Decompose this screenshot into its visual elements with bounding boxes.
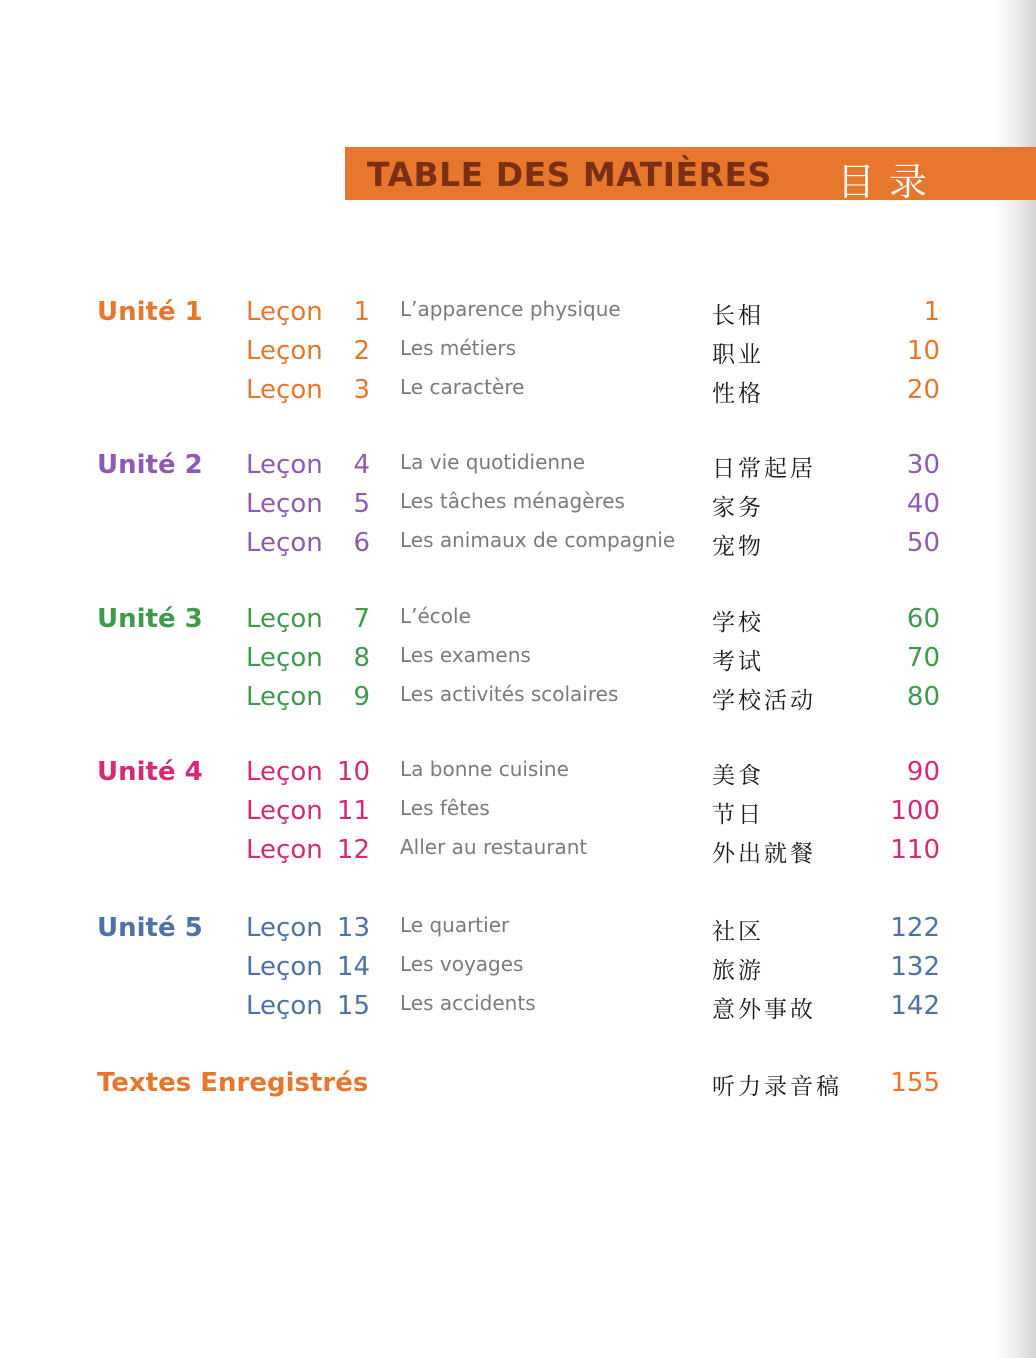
toc-title-zh: 目录 — [837, 160, 942, 204]
lesson-title-zh: 日常起居 — [712, 456, 816, 482]
lesson-title-fr: La vie quotidienne — [400, 450, 586, 474]
toc-appendix-row[interactable] — [0, 1068, 1036, 1108]
lesson-word: Leçon — [246, 450, 323, 480]
lesson-page-number: 30 — [906, 450, 940, 480]
unit-label: Unité 2 — [97, 450, 203, 480]
toc-title-fr: TABLE DES MATIÈRES — [367, 155, 772, 194]
lesson-number: 8 — [353, 643, 370, 673]
lesson-number: 15 — [336, 991, 370, 1021]
lesson-word: Leçon — [246, 835, 323, 865]
toc-lesson-row[interactable] — [0, 682, 1036, 721]
lesson-word: Leçon — [246, 336, 323, 366]
unit-label: Unité 4 — [97, 757, 203, 787]
lesson-title-fr: Les tâches ménagères — [400, 489, 625, 513]
lesson-title-fr: Les fêtes — [400, 796, 490, 820]
unit-label: Unité 5 — [97, 913, 203, 943]
lesson-page-number: 10 — [906, 336, 940, 366]
lesson-title-fr: Les métiers — [400, 336, 517, 360]
toc-lesson-row[interactable] — [0, 297, 1036, 336]
lesson-title-zh: 社区 — [712, 919, 764, 945]
lesson-title-zh: 节日 — [712, 802, 764, 828]
lesson-number: 2 — [353, 336, 370, 366]
toc-lesson-row[interactable] — [0, 528, 1036, 567]
lesson-page-number: 142 — [890, 991, 940, 1021]
lesson-title-zh: 考试 — [712, 649, 764, 675]
lesson-page-number: 122 — [890, 913, 940, 943]
lesson-number: 13 — [336, 913, 370, 943]
lesson-title-fr: Le quartier — [400, 913, 510, 937]
lesson-title-zh: 长相 — [712, 303, 764, 329]
lesson-word: Leçon — [246, 375, 323, 405]
unit-label: Unité 3 — [97, 604, 203, 634]
lesson-title-zh: 家务 — [712, 495, 764, 521]
lesson-number: 4 — [353, 450, 370, 480]
lesson-number: 12 — [336, 835, 370, 865]
lesson-number: 6 — [353, 528, 370, 558]
lesson-word: Leçon — [246, 952, 323, 982]
toc-lesson-row[interactable] — [0, 952, 1036, 991]
lesson-word: Leçon — [246, 991, 323, 1021]
lesson-word: Leçon — [246, 643, 323, 673]
lesson-number: 11 — [336, 796, 370, 826]
lesson-title-fr: Les accidents — [400, 991, 536, 1015]
lesson-title-fr: L’école — [400, 604, 471, 628]
lesson-title-zh: 美食 — [712, 763, 764, 789]
lesson-title-zh: 宠物 — [712, 534, 764, 560]
lesson-page-number: 132 — [890, 952, 940, 982]
lesson-title-fr: Aller au restaurant — [400, 835, 588, 859]
lesson-word: Leçon — [246, 528, 323, 558]
lesson-page-number: 50 — [906, 528, 940, 558]
lesson-number: 10 — [336, 757, 370, 787]
unit-label: Unité 1 — [97, 297, 203, 327]
toc-lesson-row[interactable] — [0, 643, 1036, 682]
lesson-page-number: 1 — [923, 297, 940, 327]
lesson-page-number: 110 — [890, 835, 940, 865]
lesson-title-fr: L’apparence physique — [400, 297, 621, 321]
toc-lesson-row[interactable] — [0, 835, 1036, 874]
lesson-page-number: 40 — [906, 489, 940, 519]
lesson-title-zh: 意外事故 — [712, 997, 816, 1023]
lesson-title-fr: La bonne cuisine — [400, 757, 569, 781]
lesson-word: Leçon — [246, 604, 323, 634]
lesson-word: Leçon — [246, 489, 323, 519]
appendix-page-number: 155 — [890, 1068, 940, 1098]
appendix-title-zh: 听力录音稿 — [712, 1074, 842, 1100]
toc-lesson-row[interactable] — [0, 450, 1036, 489]
toc-lesson-row[interactable] — [0, 796, 1036, 835]
appendix-label: Textes Enregistrés — [97, 1068, 369, 1098]
lesson-title-zh: 旅游 — [712, 958, 764, 984]
toc-lesson-row[interactable] — [0, 336, 1036, 375]
lesson-word: Leçon — [246, 297, 323, 327]
toc-lesson-row[interactable] — [0, 913, 1036, 952]
toc-lesson-row[interactable] — [0, 757, 1036, 796]
lesson-word: Leçon — [246, 682, 323, 712]
lesson-title-zh: 外出就餐 — [712, 841, 816, 867]
toc-header-bar — [345, 147, 1036, 204]
lesson-title-zh: 职业 — [712, 342, 764, 368]
toc-lesson-row[interactable] — [0, 375, 1036, 414]
lesson-title-zh: 性格 — [712, 381, 764, 407]
lesson-word: Leçon — [246, 796, 323, 826]
lesson-title-fr: Les voyages — [400, 952, 524, 976]
lesson-page-number: 80 — [906, 682, 940, 712]
lesson-number: 7 — [353, 604, 370, 634]
lesson-title-fr: Les activités scolaires — [400, 682, 619, 706]
lesson-title-fr: Les animaux de compagnie — [400, 528, 676, 552]
toc-lesson-row[interactable] — [0, 991, 1036, 1030]
lesson-number: 3 — [353, 375, 370, 405]
lesson-page-number: 60 — [906, 604, 940, 634]
lesson-word: Leçon — [246, 913, 323, 943]
lesson-number: 9 — [353, 682, 370, 712]
lesson-page-number: 20 — [906, 375, 940, 405]
toc-lesson-row[interactable] — [0, 604, 1036, 643]
toc-lesson-row[interactable] — [0, 489, 1036, 528]
lesson-page-number: 100 — [890, 796, 940, 826]
lesson-page-number: 70 — [906, 643, 940, 673]
lesson-title-zh: 学校活动 — [712, 688, 816, 714]
lesson-word: Leçon — [246, 757, 323, 787]
lesson-title-fr: Le caractère — [400, 375, 525, 399]
lesson-number: 1 — [353, 297, 370, 327]
lesson-title-zh: 学校 — [712, 610, 764, 636]
lesson-title-fr: Les examens — [400, 643, 531, 667]
lesson-page-number: 90 — [906, 757, 940, 787]
lesson-number: 14 — [336, 952, 370, 982]
lesson-number: 5 — [353, 489, 370, 519]
